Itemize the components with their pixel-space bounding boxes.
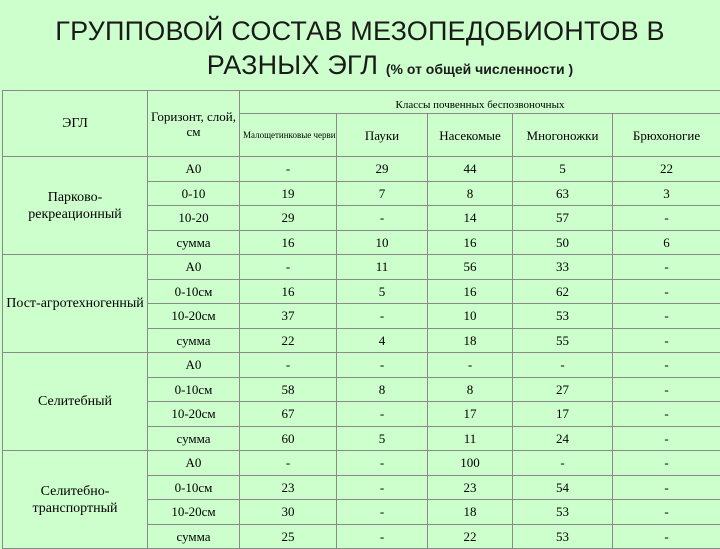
value-cell: - bbox=[613, 500, 720, 525]
horizon-cell: 0-10см bbox=[148, 377, 240, 402]
value-cell: - bbox=[613, 353, 720, 378]
value-cell: - bbox=[240, 157, 337, 182]
value-cell: 54 bbox=[513, 475, 613, 500]
header-classes: Классы почвенных беспозвоночных bbox=[240, 91, 720, 114]
value-cell: 22 bbox=[613, 157, 720, 182]
value-cell: 17 bbox=[513, 402, 613, 427]
value-cell: 18 bbox=[428, 328, 513, 353]
value-cell: 60 bbox=[240, 426, 337, 451]
value-cell: - bbox=[613, 328, 720, 353]
value-cell: 8 bbox=[428, 377, 513, 402]
value-cell: - bbox=[337, 206, 428, 231]
value-cell: 16 bbox=[428, 279, 513, 304]
value-cell: 53 bbox=[513, 304, 613, 329]
value-cell: - bbox=[337, 500, 428, 525]
header-col-4: Многоножки bbox=[513, 114, 613, 157]
value-cell: 7 bbox=[337, 181, 428, 206]
slide-title bbox=[0, 14, 720, 86]
value-cell: 4 bbox=[337, 328, 428, 353]
title-line-2-wrap bbox=[207, 48, 573, 86]
horizon-cell: 10-20см bbox=[148, 402, 240, 427]
value-cell: - bbox=[428, 353, 513, 378]
value-cell: - bbox=[613, 255, 720, 280]
value-cell: 100 bbox=[428, 451, 513, 476]
value-cell: - bbox=[337, 402, 428, 427]
header-col-5: Брюхоногие bbox=[613, 114, 720, 157]
value-cell: 57 bbox=[513, 206, 613, 231]
value-cell: 30 bbox=[240, 500, 337, 525]
value-cell: 50 bbox=[513, 230, 613, 255]
value-cell: 55 bbox=[513, 328, 613, 353]
egl-name: Пост-агротехногенный bbox=[3, 255, 148, 353]
value-cell: 44 bbox=[428, 157, 513, 182]
value-cell: - bbox=[337, 475, 428, 500]
table-row bbox=[3, 157, 720, 182]
value-cell: 10 bbox=[428, 304, 513, 329]
value-cell: 56 bbox=[428, 255, 513, 280]
horizon-cell: 10-20 bbox=[148, 206, 240, 231]
value-cell: - bbox=[613, 475, 720, 500]
egl-name: Парково-рекреационный bbox=[3, 157, 148, 255]
value-cell: 53 bbox=[513, 524, 613, 549]
horizon-cell: 0-10см bbox=[148, 279, 240, 304]
value-cell: 3 bbox=[613, 181, 720, 206]
header-horizon: Горизонт, слой, см bbox=[148, 91, 240, 157]
value-cell: 33 bbox=[513, 255, 613, 280]
value-cell: - bbox=[613, 304, 720, 329]
horizon-cell: сумма bbox=[148, 524, 240, 549]
table-row bbox=[3, 255, 720, 280]
value-cell: 16 bbox=[428, 230, 513, 255]
value-cell: 8 bbox=[337, 377, 428, 402]
table-row bbox=[3, 451, 720, 476]
value-cell: - bbox=[337, 304, 428, 329]
value-cell: - bbox=[613, 426, 720, 451]
value-cell: - bbox=[240, 255, 337, 280]
value-cell: 67 bbox=[240, 402, 337, 427]
header-egl: ЭГЛ bbox=[3, 91, 148, 157]
value-cell: 10 bbox=[337, 230, 428, 255]
value-cell: 5 bbox=[337, 279, 428, 304]
value-cell: - bbox=[337, 451, 428, 476]
value-cell: - bbox=[613, 377, 720, 402]
horizon-cell: А0 bbox=[148, 255, 240, 280]
value-cell: - bbox=[613, 279, 720, 304]
horizon-cell: 10-20см bbox=[148, 304, 240, 329]
title-line-1: ГРУППОВОЙ СОСТАВ МЕЗОПЕДОБИОНТОВ В bbox=[0, 14, 720, 48]
header-col-2: Пауки bbox=[337, 114, 428, 157]
horizon-cell: А0 bbox=[148, 451, 240, 476]
title-subtitle: (% от общей численности ) bbox=[386, 61, 573, 77]
value-cell: - bbox=[337, 524, 428, 549]
value-cell: 63 bbox=[513, 181, 613, 206]
horizon-cell: А0 bbox=[148, 353, 240, 378]
value-cell: 27 bbox=[513, 377, 613, 402]
value-cell: 5 bbox=[337, 426, 428, 451]
value-cell: - bbox=[613, 451, 720, 476]
horizon-cell: 0-10 bbox=[148, 181, 240, 206]
value-cell: 16 bbox=[240, 230, 337, 255]
header-col-3: Насекомые bbox=[428, 114, 513, 157]
value-cell: - bbox=[240, 353, 337, 378]
value-cell: 37 bbox=[240, 304, 337, 329]
value-cell: 11 bbox=[428, 426, 513, 451]
horizon-cell: 0-10см bbox=[148, 475, 240, 500]
value-cell: 5 bbox=[513, 157, 613, 182]
value-cell: 58 bbox=[240, 377, 337, 402]
value-cell: 23 bbox=[240, 475, 337, 500]
value-cell: 22 bbox=[240, 328, 337, 353]
value-cell: 17 bbox=[428, 402, 513, 427]
value-cell: 8 bbox=[428, 181, 513, 206]
value-cell: - bbox=[240, 451, 337, 476]
composition-table bbox=[2, 90, 720, 549]
horizon-cell: сумма bbox=[148, 230, 240, 255]
title-line-2: РАЗНЫХ ЭГЛ bbox=[207, 50, 378, 80]
value-cell: 24 bbox=[513, 426, 613, 451]
value-cell: - bbox=[613, 524, 720, 549]
header-col-1: Малощетинковые черви bbox=[240, 114, 337, 157]
value-cell: - bbox=[613, 402, 720, 427]
value-cell: 6 bbox=[613, 230, 720, 255]
value-cell: - bbox=[337, 353, 428, 378]
value-cell: 53 bbox=[513, 500, 613, 525]
value-cell: 23 bbox=[428, 475, 513, 500]
table-row bbox=[3, 353, 720, 378]
value-cell: 29 bbox=[240, 206, 337, 231]
value-cell: 14 bbox=[428, 206, 513, 231]
value-cell: - bbox=[613, 206, 720, 231]
value-cell: 29 bbox=[337, 157, 428, 182]
value-cell: 11 bbox=[337, 255, 428, 280]
egl-name: Селитебно-транспортный bbox=[3, 451, 148, 549]
horizon-cell: А0 bbox=[148, 157, 240, 182]
value-cell: 62 bbox=[513, 279, 613, 304]
value-cell: 16 bbox=[240, 279, 337, 304]
value-cell: - bbox=[513, 451, 613, 476]
egl-name: Селитебный bbox=[3, 353, 148, 451]
value-cell: 22 bbox=[428, 524, 513, 549]
horizon-cell: сумма bbox=[148, 328, 240, 353]
value-cell: 19 bbox=[240, 181, 337, 206]
horizon-cell: 10-20см bbox=[148, 500, 240, 525]
value-cell: - bbox=[513, 353, 613, 378]
value-cell: 25 bbox=[240, 524, 337, 549]
value-cell: 18 bbox=[428, 500, 513, 525]
horizon-cell: сумма bbox=[148, 426, 240, 451]
table-body bbox=[3, 157, 720, 549]
